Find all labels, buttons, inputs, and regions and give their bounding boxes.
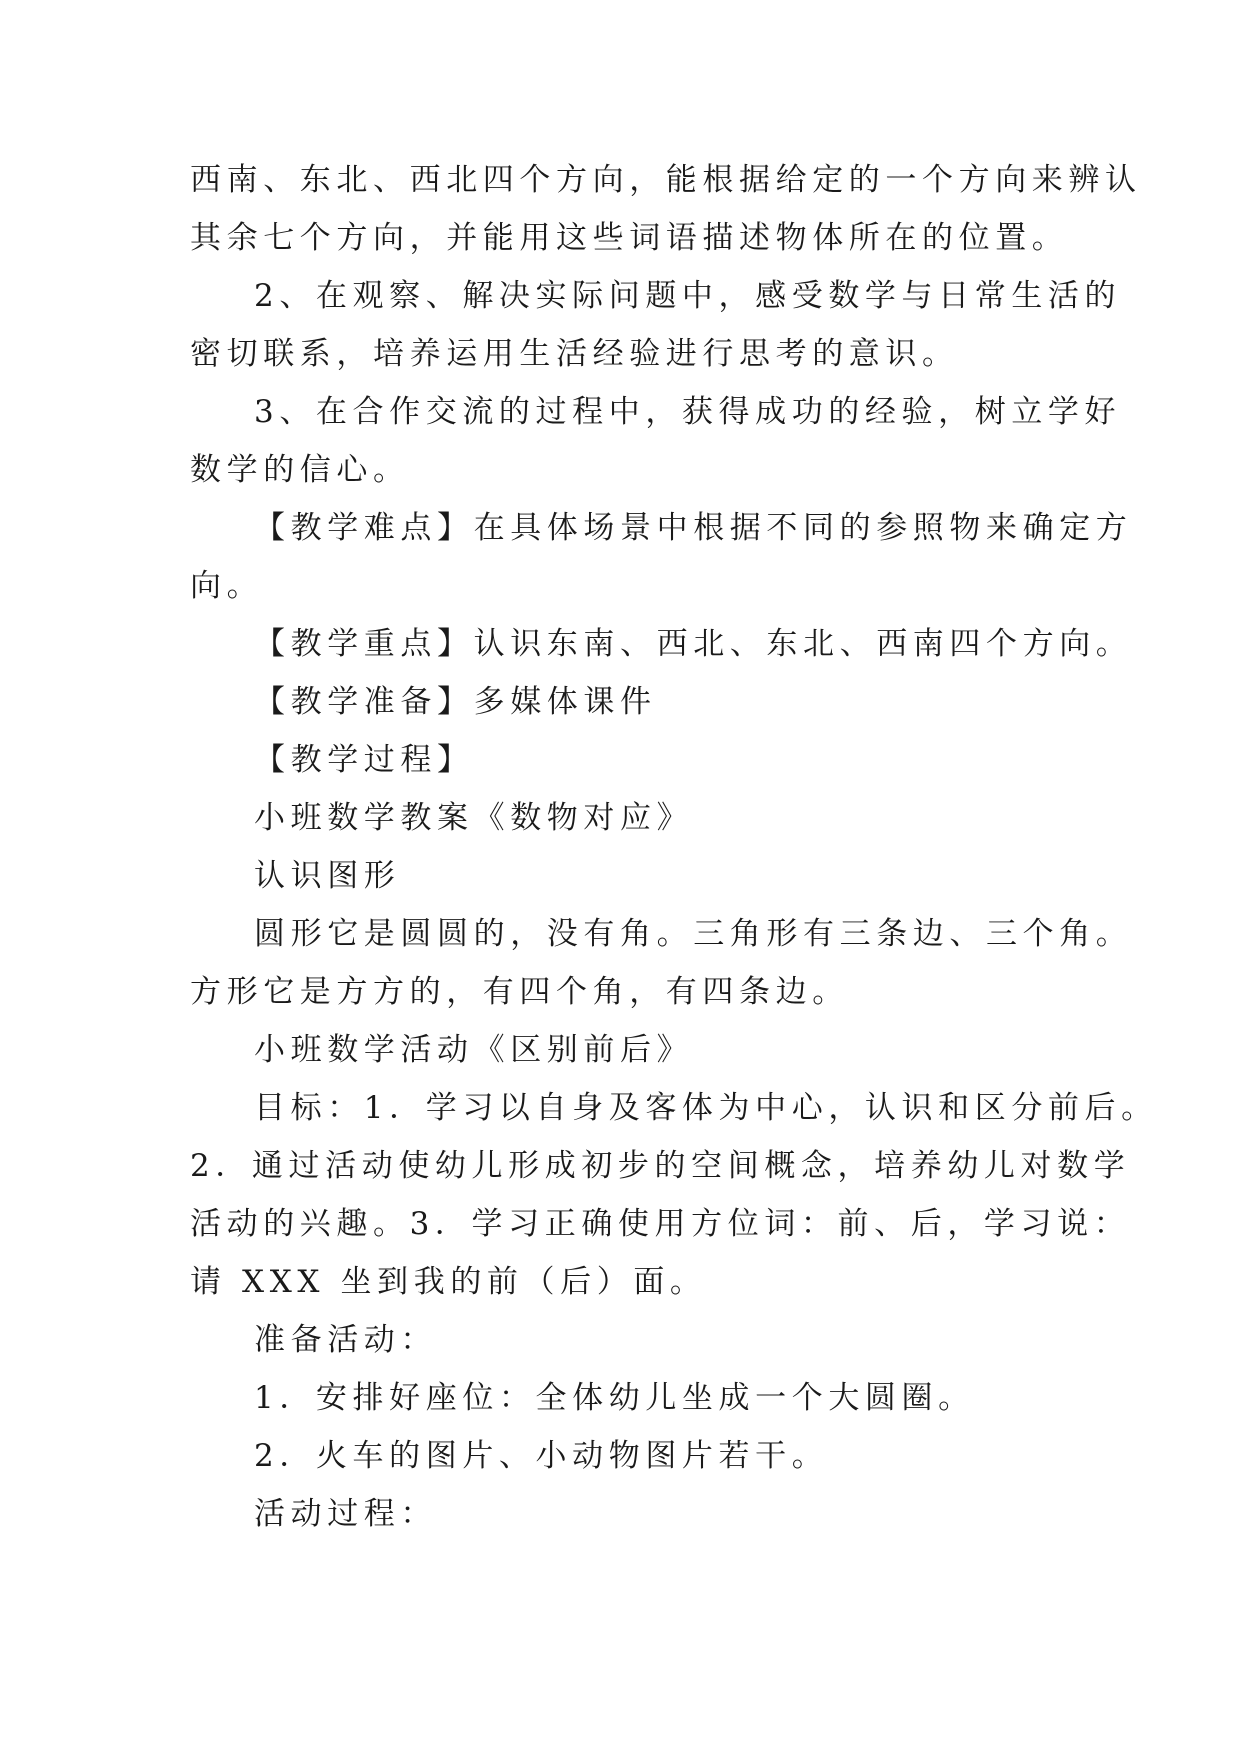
text-line: 2、在观察、解决实际问题中，感受数学与日常生活的 (254, 278, 1122, 314)
text-line: 请 XXX 坐到我的前（后）面。 (190, 1264, 707, 1300)
text-line: 圆形它是圆圆的，没有角。三角形有三条边、三个角。 (254, 916, 1133, 952)
text-line: 【教学准备】多媒体课件 (254, 684, 657, 720)
text-line: 其余七个方向，并能用这些词语描述物体所在的位置。 (190, 220, 1069, 256)
text-line: 小班数学活动《区别前后》 (254, 1032, 694, 1068)
text-line: 2．火车的图片、小动物图片若干。 (254, 1438, 829, 1474)
text-line: 1．安排好座位：全体幼儿坐成一个大圆圈。 (254, 1380, 975, 1416)
text-line: 方形它是方方的，有四个角，有四条边。 (190, 974, 849, 1010)
text-line: 西南、东北、西北四个方向，能根据给定的一个方向来辨认 (190, 162, 1142, 198)
text-line: 数学的信心。 (190, 452, 410, 488)
text-line: 认识图形 (254, 858, 401, 894)
text-line: 【教学难点】在具体场景中根据不同的参照物来确定方 (254, 510, 1133, 546)
text-line: 3、在合作交流的过程中，获得成功的经验，树立学好 (254, 394, 1122, 430)
text-line: 目标：1．学习以自身及客体为中心，认识和区分前后。 (254, 1090, 1158, 1126)
text-line: 准备活动： (254, 1322, 437, 1358)
text-line: 活动过程： (254, 1496, 437, 1532)
text-line: 活动的兴趣。3．学习正确使用方位词：前、后，学习说： (190, 1206, 1131, 1242)
text-line: 【教学过程】 (254, 742, 474, 778)
text-line: 小班数学教案《数物对应》 (254, 800, 694, 836)
text-line: 向。 (190, 568, 264, 604)
text-line: 2．通过活动使幼儿形成初步的空间概念，培养幼儿对数学 (190, 1148, 1131, 1184)
text-line: 【教学重点】认识东南、西北、东北、西南四个方向。 (254, 626, 1133, 662)
text-line: 密切联系，培养运用生活经验进行思考的意识。 (190, 336, 959, 372)
